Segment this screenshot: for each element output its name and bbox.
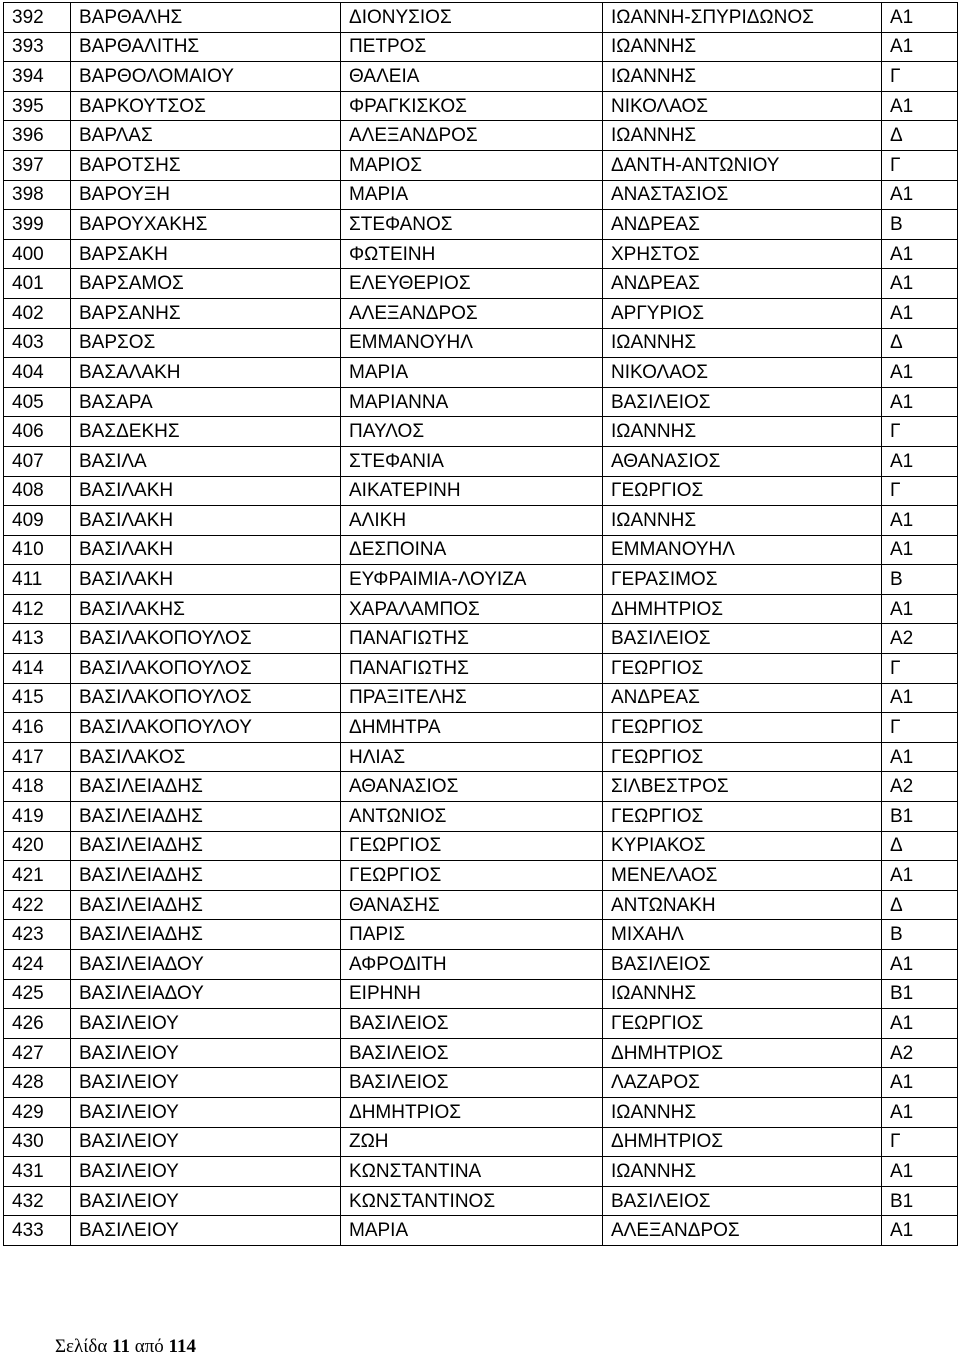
roster-table — [3, 2, 958, 1246]
cell-surname: ΒΑΣΙΛΕΙΟΥ — [71, 1186, 341, 1216]
cell-father-name: ΙΩΑΝΝΗΣ — [603, 1157, 882, 1187]
cell-first-name: ΕΥΦΡΑΙΜΙΑ-ΛΟΥΙΖΑ — [341, 565, 603, 595]
cell-father-name: ΙΩΑΝΝΗ-ΣΠΥΡΙΔΩΝΟΣ — [603, 3, 882, 33]
cell-father-name: ΜΕΝΕΛΑΟΣ — [603, 861, 882, 891]
cell-surname: ΒΑΣΙΛΑΚΟΠΟΥΛΟΣ — [71, 654, 341, 684]
table-row — [4, 654, 958, 684]
table-row — [4, 772, 958, 802]
cell-first-name: ΚΩΝΣΤΑΝΤΙΝΑ — [341, 1157, 603, 1187]
cell-first-name: ΣΤΕΦΑΝΟΣ — [341, 210, 603, 240]
cell-surname: ΒΑΣΙΛΕΙΟΥ — [71, 1038, 341, 1068]
cell-number: 414 — [4, 654, 71, 684]
cell-first-name: ΚΩΝΣΤΑΝΤΙΝΟΣ — [341, 1186, 603, 1216]
cell-surname: ΒΑΣΙΛΑΚΗ — [71, 565, 341, 595]
cell-class: Α1 — [882, 32, 958, 62]
cell-class: Α2 — [882, 624, 958, 654]
cell-class: Α1 — [882, 387, 958, 417]
table-row — [4, 32, 958, 62]
table-row — [4, 890, 958, 920]
cell-father-name: ΓΕΩΡΓΙΟΣ — [603, 476, 882, 506]
cell-number: 416 — [4, 713, 71, 743]
cell-first-name: ΔΙΟΝΥΣΙΟΣ — [341, 3, 603, 33]
cell-number: 411 — [4, 565, 71, 595]
table-row — [4, 683, 958, 713]
cell-first-name: ΠΕΤΡΟΣ — [341, 32, 603, 62]
cell-first-name: ΔΗΜΗΤΡΙΟΣ — [341, 1097, 603, 1127]
cell-class: Α1 — [882, 1157, 958, 1187]
cell-class: Α1 — [882, 683, 958, 713]
table-row — [4, 387, 958, 417]
table-row — [4, 831, 958, 861]
cell-first-name: ΗΛΙΑΣ — [341, 742, 603, 772]
cell-first-name: ΜΑΡΙΑ — [341, 180, 603, 210]
cell-surname: ΒΑΣΙΛΑΚΗ — [71, 476, 341, 506]
cell-father-name: ΣΙΛΒΕΣΤΡΟΣ — [603, 772, 882, 802]
cell-surname: ΒΑΣΙΛΕΙΑΔΟΥ — [71, 979, 341, 1009]
cell-number: 428 — [4, 1068, 71, 1098]
cell-number: 423 — [4, 920, 71, 950]
table-row — [4, 417, 958, 447]
cell-class: Γ — [882, 417, 958, 447]
cell-number: 399 — [4, 210, 71, 240]
cell-class: Α1 — [882, 91, 958, 121]
cell-surname: ΒΑΣΙΛΕΙΑΔΗΣ — [71, 802, 341, 832]
cell-number: 392 — [4, 3, 71, 33]
cell-surname: ΒΑΣΙΛΕΙΑΔΗΣ — [71, 831, 341, 861]
cell-number: 427 — [4, 1038, 71, 1068]
cell-first-name: ΜΑΡΙΟΣ — [341, 150, 603, 180]
table-row — [4, 950, 958, 980]
table-row — [4, 210, 958, 240]
cell-class: Α2 — [882, 772, 958, 802]
cell-surname: ΒΑΣΑΡΑ — [71, 387, 341, 417]
cell-surname: ΒΑΡΟΥΧΑΚΗΣ — [71, 210, 341, 240]
cell-father-name: ΙΩΑΝΝΗΣ — [603, 32, 882, 62]
table-row — [4, 476, 958, 506]
cell-surname: ΒΑΣΙΛΕΙΑΔΗΣ — [71, 890, 341, 920]
cell-class: Β — [882, 920, 958, 950]
cell-class: Α1 — [882, 950, 958, 980]
cell-father-name: ΔΗΜΗΤΡΙΟΣ — [603, 594, 882, 624]
cell-father-name: ΕΜΜΑΝΟΥΗΛ — [603, 535, 882, 565]
cell-father-name: ΚΥΡΙΑΚΟΣ — [603, 831, 882, 861]
table-row — [4, 239, 958, 269]
cell-class: Γ — [882, 1127, 958, 1157]
cell-father-name: ΓΕΩΡΓΙΟΣ — [603, 742, 882, 772]
cell-first-name: ΔΗΜΗΤΡΑ — [341, 713, 603, 743]
cell-father-name: ΑΝΔΡΕΑΣ — [603, 269, 882, 299]
cell-first-name: ΠΑΥΛΟΣ — [341, 417, 603, 447]
cell-father-name: ΝΙΚΟΛΑΟΣ — [603, 358, 882, 388]
cell-father-name: ΒΑΣΙΛΕΙΟΣ — [603, 387, 882, 417]
cell-father-name: ΔΑΝΤΗ-ΑΝΤΩΝΙΟΥ — [603, 150, 882, 180]
cell-class: Δ — [882, 121, 958, 151]
cell-father-name: ΛΑΖΑΡΟΣ — [603, 1068, 882, 1098]
cell-surname: ΒΑΣΙΛΑΚΟΠΟΥΛΟΣ — [71, 683, 341, 713]
cell-surname: ΒΑΣΙΛΕΙΑΔΗΣ — [71, 861, 341, 891]
cell-class: Α1 — [882, 594, 958, 624]
cell-class: Α1 — [882, 446, 958, 476]
cell-first-name: ΠΑΡΙΣ — [341, 920, 603, 950]
cell-first-name: ΠΑΝΑΓΙΩΤΗΣ — [341, 654, 603, 684]
cell-number: 402 — [4, 298, 71, 328]
cell-first-name: ΠΡΑΞΙΤΕΛΗΣ — [341, 683, 603, 713]
cell-father-name: ΙΩΑΝΝΗΣ — [603, 1097, 882, 1127]
cell-surname: ΒΑΡΟΤΣΗΣ — [71, 150, 341, 180]
cell-father-name: ΙΩΑΝΝΗΣ — [603, 328, 882, 358]
cell-first-name: ΒΑΣΙΛΕΙΟΣ — [341, 1009, 603, 1039]
cell-father-name: ΧΡΗΣΤΟΣ — [603, 239, 882, 269]
cell-number: 432 — [4, 1186, 71, 1216]
table-row — [4, 506, 958, 536]
cell-number: 407 — [4, 446, 71, 476]
cell-surname: ΒΑΡΣΑΝΗΣ — [71, 298, 341, 328]
cell-surname: ΒΑΡΛΑΣ — [71, 121, 341, 151]
table-row — [4, 802, 958, 832]
cell-number: 394 — [4, 62, 71, 92]
cell-surname: ΒΑΣΙΛΕΙΑΔΟΥ — [71, 950, 341, 980]
cell-number: 410 — [4, 535, 71, 565]
table-row — [4, 535, 958, 565]
cell-class: Α1 — [882, 180, 958, 210]
cell-first-name: ΦΩΤΕΙΝΗ — [341, 239, 603, 269]
cell-number: 422 — [4, 890, 71, 920]
cell-surname: ΒΑΡΣΟΣ — [71, 328, 341, 358]
cell-class: Α1 — [882, 506, 958, 536]
cell-first-name: ΑΦΡΟΔΙΤΗ — [341, 950, 603, 980]
cell-number: 398 — [4, 180, 71, 210]
cell-number: 408 — [4, 476, 71, 506]
table-row — [4, 298, 958, 328]
cell-class: Δ — [882, 328, 958, 358]
cell-number: 406 — [4, 417, 71, 447]
cell-first-name: ΒΑΣΙΛΕΙΟΣ — [341, 1068, 603, 1098]
cell-father-name: ΑΛΕΞΑΝΔΡΟΣ — [603, 1216, 882, 1246]
cell-first-name: ΑΛΕΞΑΝΔΡΟΣ — [341, 121, 603, 151]
cell-father-name: ΑΝΔΡΕΑΣ — [603, 210, 882, 240]
cell-class: Α1 — [882, 1216, 958, 1246]
cell-class: Β1 — [882, 802, 958, 832]
cell-father-name: ΓΕΩΡΓΙΟΣ — [603, 1009, 882, 1039]
cell-first-name: ΧΑΡΑΛΑΜΠΟΣ — [341, 594, 603, 624]
table-row — [4, 91, 958, 121]
cell-number: 412 — [4, 594, 71, 624]
cell-first-name: ΑΛΕΞΑΝΔΡΟΣ — [341, 298, 603, 328]
cell-surname: ΒΑΣΙΛΕΙΟΥ — [71, 1157, 341, 1187]
cell-class: Α1 — [882, 3, 958, 33]
cell-class: Α1 — [882, 742, 958, 772]
roster-body — [4, 3, 958, 1246]
cell-class: Β — [882, 565, 958, 595]
cell-class: Α1 — [882, 1097, 958, 1127]
table-row — [4, 1157, 958, 1187]
cell-father-name: ΑΡΓΥΡΙΟΣ — [603, 298, 882, 328]
cell-surname: ΒΑΣΙΛΑΚΗ — [71, 535, 341, 565]
cell-number: 418 — [4, 772, 71, 802]
cell-father-name: ΒΑΣΙΛΕΙΟΣ — [603, 624, 882, 654]
cell-class: Α1 — [882, 1009, 958, 1039]
cell-first-name: ΠΑΝΑΓΙΩΤΗΣ — [341, 624, 603, 654]
cell-surname: ΒΑΣΙΛΕΙΑΔΗΣ — [71, 920, 341, 950]
cell-father-name: ΙΩΑΝΝΗΣ — [603, 121, 882, 151]
table-row — [4, 624, 958, 654]
cell-number: 431 — [4, 1157, 71, 1187]
table-row — [4, 328, 958, 358]
cell-first-name: ΘΑΝΑΣΗΣ — [341, 890, 603, 920]
cell-class: Δ — [882, 831, 958, 861]
table-row — [4, 713, 958, 743]
cell-surname: ΒΑΡΘΟΛΟΜΑΙΟΥ — [71, 62, 341, 92]
cell-first-name: ΒΑΣΙΛΕΙΟΣ — [341, 1038, 603, 1068]
cell-first-name: ΓΕΩΡΓΙΟΣ — [341, 831, 603, 861]
cell-first-name: ΑΙΚΑΤΕΡΙΝΗ — [341, 476, 603, 506]
cell-surname: ΒΑΣΙΛΕΙΟΥ — [71, 1127, 341, 1157]
cell-surname: ΒΑΣΙΛΕΙΟΥ — [71, 1068, 341, 1098]
cell-number: 413 — [4, 624, 71, 654]
cell-class: Α1 — [882, 535, 958, 565]
table-row — [4, 1097, 958, 1127]
cell-number: 403 — [4, 328, 71, 358]
cell-surname: ΒΑΡΘΑΛΙΤΗΣ — [71, 32, 341, 62]
cell-number: 395 — [4, 91, 71, 121]
cell-number: 404 — [4, 358, 71, 388]
cell-surname: ΒΑΡΣΑΜΟΣ — [71, 269, 341, 299]
cell-number: 429 — [4, 1097, 71, 1127]
cell-father-name: ΔΗΜΗΤΡΙΟΣ — [603, 1127, 882, 1157]
cell-surname: ΒΑΣΙΛΑΚΟΠΟΥΛΟΣ — [71, 624, 341, 654]
cell-number: 426 — [4, 1009, 71, 1039]
table-row — [4, 121, 958, 151]
table-row — [4, 1068, 958, 1098]
cell-first-name: ΑΝΤΩΝΙΟΣ — [341, 802, 603, 832]
table-row — [4, 180, 958, 210]
table-row — [4, 1216, 958, 1246]
table-row — [4, 358, 958, 388]
cell-surname: ΒΑΡΘΑΛΗΣ — [71, 3, 341, 33]
cell-father-name: ΒΑΣΙΛΕΙΟΣ — [603, 950, 882, 980]
cell-class: Α1 — [882, 358, 958, 388]
cell-father-name: ΓΕΩΡΓΙΟΣ — [603, 713, 882, 743]
table-row — [4, 920, 958, 950]
cell-number: 420 — [4, 831, 71, 861]
cell-surname: ΒΑΣΙΛΑ — [71, 446, 341, 476]
cell-surname: ΒΑΣΙΛΑΚΗ — [71, 506, 341, 536]
cell-first-name: ΑΛΙΚΗ — [341, 506, 603, 536]
cell-first-name: ΕΛΕΥΘΕΡΙΟΣ — [341, 269, 603, 299]
cell-class: Γ — [882, 713, 958, 743]
cell-number: 419 — [4, 802, 71, 832]
table-row — [4, 150, 958, 180]
cell-father-name: ΓΕΩΡΓΙΟΣ — [603, 802, 882, 832]
table-row — [4, 446, 958, 476]
cell-class: Β1 — [882, 1186, 958, 1216]
cell-first-name: ΑΘΑΝΑΣΙΟΣ — [341, 772, 603, 802]
cell-father-name: ΔΗΜΗΤΡΙΟΣ — [603, 1038, 882, 1068]
footer-page-word: Σελίδα — [55, 1336, 108, 1357]
table-row — [4, 565, 958, 595]
cell-surname: ΒΑΣΙΛΑΚΟΣ — [71, 742, 341, 772]
table-row — [4, 742, 958, 772]
table-row — [4, 861, 958, 891]
cell-class: Δ — [882, 890, 958, 920]
page-footer — [55, 1337, 196, 1357]
cell-surname: ΒΑΣΙΛΑΚΟΠΟΥΛΟΥ — [71, 713, 341, 743]
cell-father-name: ΒΑΣΙΛΕΙΟΣ — [603, 1186, 882, 1216]
cell-class: Α1 — [882, 239, 958, 269]
cell-class: Γ — [882, 150, 958, 180]
cell-class: Γ — [882, 476, 958, 506]
cell-number: 433 — [4, 1216, 71, 1246]
cell-number: 396 — [4, 121, 71, 151]
cell-father-name: ΑΘΑΝΑΣΙΟΣ — [603, 446, 882, 476]
cell-number: 409 — [4, 506, 71, 536]
cell-surname: ΒΑΣΙΛΑΚΗΣ — [71, 594, 341, 624]
table-row — [4, 269, 958, 299]
table-row — [4, 1009, 958, 1039]
footer-of-word: από — [134, 1336, 164, 1357]
cell-surname: ΒΑΣΑΛΑΚΗ — [71, 358, 341, 388]
table-row — [4, 1038, 958, 1068]
cell-first-name: ΖΩΗ — [341, 1127, 603, 1157]
cell-class: Α1 — [882, 1068, 958, 1098]
cell-first-name: ΔΕΣΠΟΙΝΑ — [341, 535, 603, 565]
cell-first-name: ΘΑΛΕΙΑ — [341, 62, 603, 92]
cell-first-name: ΕΙΡΗΝΗ — [341, 979, 603, 1009]
table-row — [4, 594, 958, 624]
cell-father-name: ΙΩΑΝΝΗΣ — [603, 506, 882, 536]
footer-page-number: 11 — [112, 1336, 130, 1357]
table-row — [4, 1186, 958, 1216]
table-row — [4, 3, 958, 33]
cell-number: 393 — [4, 32, 71, 62]
cell-first-name: ΜΑΡΙΑΝΝΑ — [341, 387, 603, 417]
cell-father-name: ΝΙΚΟΛΑΟΣ — [603, 91, 882, 121]
cell-class: Γ — [882, 654, 958, 684]
cell-first-name: ΕΜΜΑΝΟΥΗΛ — [341, 328, 603, 358]
cell-number: 425 — [4, 979, 71, 1009]
cell-class: Β — [882, 210, 958, 240]
cell-number: 405 — [4, 387, 71, 417]
cell-number: 421 — [4, 861, 71, 891]
cell-first-name: ΜΑΡΙΑ — [341, 1216, 603, 1246]
cell-surname: ΒΑΡΟΥΞΗ — [71, 180, 341, 210]
cell-class: Β1 — [882, 979, 958, 1009]
cell-number: 417 — [4, 742, 71, 772]
cell-surname: ΒΑΡΣΑΚΗ — [71, 239, 341, 269]
cell-first-name: ΜΑΡΙΑ — [341, 358, 603, 388]
cell-class: Α1 — [882, 861, 958, 891]
cell-father-name: ΑΝΔΡΕΑΣ — [603, 683, 882, 713]
cell-father-name: ΓΕΩΡΓΙΟΣ — [603, 654, 882, 684]
cell-class: Α2 — [882, 1038, 958, 1068]
cell-father-name: ΓΕΡΑΣΙΜΟΣ — [603, 565, 882, 595]
cell-surname: ΒΑΣΔΕΚΗΣ — [71, 417, 341, 447]
cell-class: Α1 — [882, 269, 958, 299]
cell-father-name: ΙΩΑΝΝΗΣ — [603, 417, 882, 447]
cell-father-name: ΜΙΧΑΗΛ — [603, 920, 882, 950]
cell-number: 415 — [4, 683, 71, 713]
cell-father-name: ΑΝΤΩΝΑΚΗ — [603, 890, 882, 920]
cell-number: 397 — [4, 150, 71, 180]
cell-number: 430 — [4, 1127, 71, 1157]
cell-number: 424 — [4, 950, 71, 980]
cell-surname: ΒΑΣΙΛΕΙΟΥ — [71, 1009, 341, 1039]
cell-first-name: ΦΡΑΓΚΙΣΚΟΣ — [341, 91, 603, 121]
table-row — [4, 1127, 958, 1157]
cell-number: 400 — [4, 239, 71, 269]
table-row — [4, 979, 958, 1009]
cell-surname: ΒΑΡΚΟΥΤΣΟΣ — [71, 91, 341, 121]
cell-father-name: ΑΝΑΣΤΑΣΙΟΣ — [603, 180, 882, 210]
cell-surname: ΒΑΣΙΛΕΙΟΥ — [71, 1097, 341, 1127]
cell-surname: ΒΑΣΙΛΕΙΑΔΗΣ — [71, 772, 341, 802]
footer-total-pages: 114 — [168, 1336, 196, 1357]
cell-father-name: ΙΩΑΝΝΗΣ — [603, 979, 882, 1009]
cell-class: Γ — [882, 62, 958, 92]
cell-father-name: ΙΩΑΝΝΗΣ — [603, 62, 882, 92]
table-row — [4, 62, 958, 92]
cell-number: 401 — [4, 269, 71, 299]
cell-surname: ΒΑΣΙΛΕΙΟΥ — [71, 1216, 341, 1246]
cell-first-name: ΓΕΩΡΓΙΟΣ — [341, 861, 603, 891]
cell-first-name: ΣΤΕΦΑΝΙΑ — [341, 446, 603, 476]
cell-class: Α1 — [882, 298, 958, 328]
